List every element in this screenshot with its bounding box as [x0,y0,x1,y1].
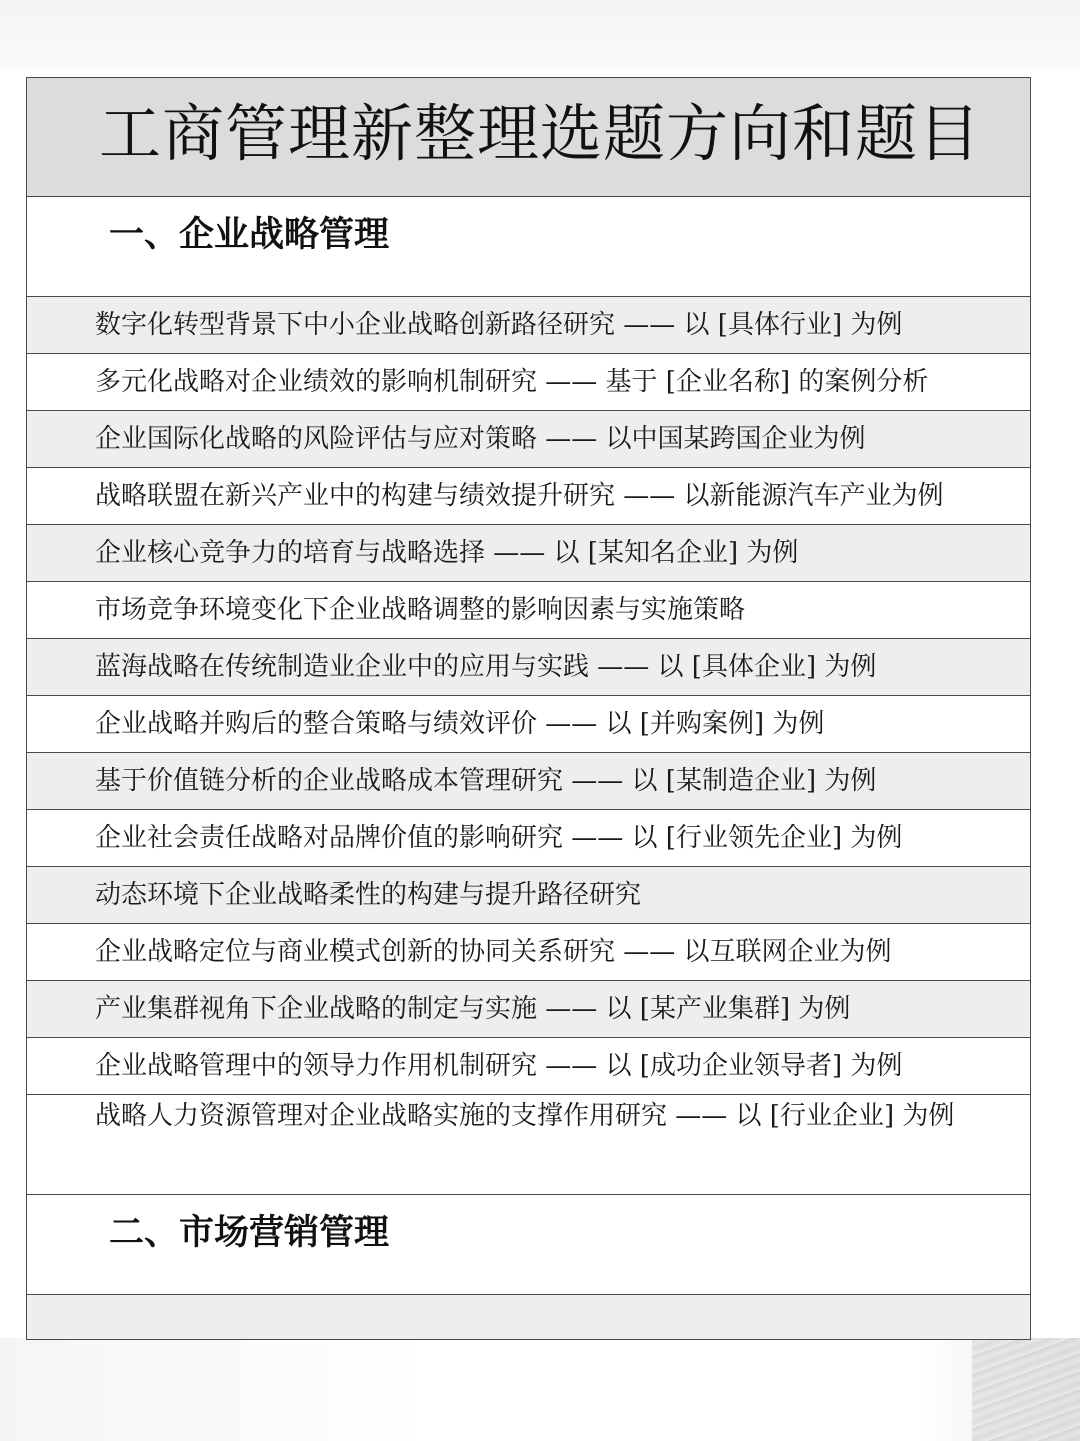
topic-text: 产业集群视角下企业战略的制定与实施 —— 以 [某产业集群] 为例 [95,994,851,1024]
topic-cell [27,468,1031,525]
topic-text: 战略联盟在新兴产业中的构建与绩效提升研究 —— 以新能源汽车产业为例 [95,481,944,511]
topic-cell [27,810,1031,867]
topic-cell [27,411,1031,468]
document-title: 工商管理新整理选题方向和题目 [99,97,982,170]
topic-row [27,525,1031,582]
empty-row [27,1295,1031,1340]
topic-text: 企业社会责任战略对品牌价值的影响研究 —— 以 [行业领先企业] 为例 [95,823,903,853]
empty-cell [27,1295,1031,1340]
section-heading-cell [27,197,1031,297]
topic-text: 多元化战略对企业绩效的影响机制研究 —— 基于 [企业名称] 的案例分析 [95,367,929,397]
topic-text: 市场竞争环境变化下企业战略调整的影响因素与实施策略 [95,595,746,625]
topic-row [27,582,1031,639]
topic-row [27,981,1031,1038]
topic-cell [27,867,1031,924]
topic-row [27,639,1031,696]
topic-row [27,696,1031,753]
topic-row [27,810,1031,867]
topic-cell [27,696,1031,753]
page-background-bottom [0,1338,1080,1441]
topic-text: 动态环境下企业战略柔性的构建与提升路径研究 [95,880,642,910]
topic-cell [27,354,1031,411]
topic-cell [27,297,1031,354]
topic-row [27,924,1031,981]
topic-text: 蓝海战略在传统制造业企业中的应用与实践 —— 以 [具体企业] 为例 [95,652,877,682]
topic-row [27,867,1031,924]
page-background-top [0,0,1080,70]
page-background-texture [972,1338,1080,1441]
topic-text: 企业国际化战略的风险评估与应对策略 —— 以中国某跨国企业为例 [95,424,866,454]
topic-cell [27,525,1031,582]
topic-cell [27,639,1031,696]
topic-text: 基于价值链分析的企业战略成本管理研究 —— 以 [某制造企业] 为例 [95,766,877,796]
topic-cell [27,582,1031,639]
section-heading-strategy: 一、企业战略管理 [109,214,390,255]
section-heading-marketing: 二、市场营销管理 [109,1212,390,1253]
topic-row [27,468,1031,525]
topic-cell [27,1038,1031,1095]
topic-row [27,297,1031,354]
section-heading-row [27,197,1031,297]
topic-text: 企业战略管理中的领导力作用机制研究 —— 以 [成功企业领导者] 为例 [95,1051,903,1081]
topics-table [26,77,1031,1340]
title-cell [27,78,1031,197]
topic-cell [27,1095,1031,1195]
topic-cell [27,924,1031,981]
topic-cell [27,753,1031,810]
topic-row [27,354,1031,411]
topic-row [27,1038,1031,1095]
topic-row [27,411,1031,468]
section-heading-row [27,1195,1031,1295]
topic-cell [27,981,1031,1038]
topic-text: 企业战略定位与商业模式创新的协同关系研究 —— 以互联网企业为例 [95,937,892,967]
title-row [27,78,1031,197]
topic-text: 企业核心竞争力的培育与战略选择 —— 以 [某知名企业] 为例 [95,538,799,568]
topic-text: 数字化转型背景下中小企业战略创新路径研究 —— 以 [具体行业] 为例 [95,310,903,340]
section-heading-cell [27,1195,1031,1295]
topic-row [27,1095,1031,1195]
topic-text: 企业战略并购后的整合策略与绩效评价 —— 以 [并购案例] 为例 [95,709,825,739]
topic-text: 战略人力资源管理对企业战略实施的支撑作用研究 —— 以 [行业企业] 为例 [95,1101,955,1131]
topic-row [27,753,1031,810]
